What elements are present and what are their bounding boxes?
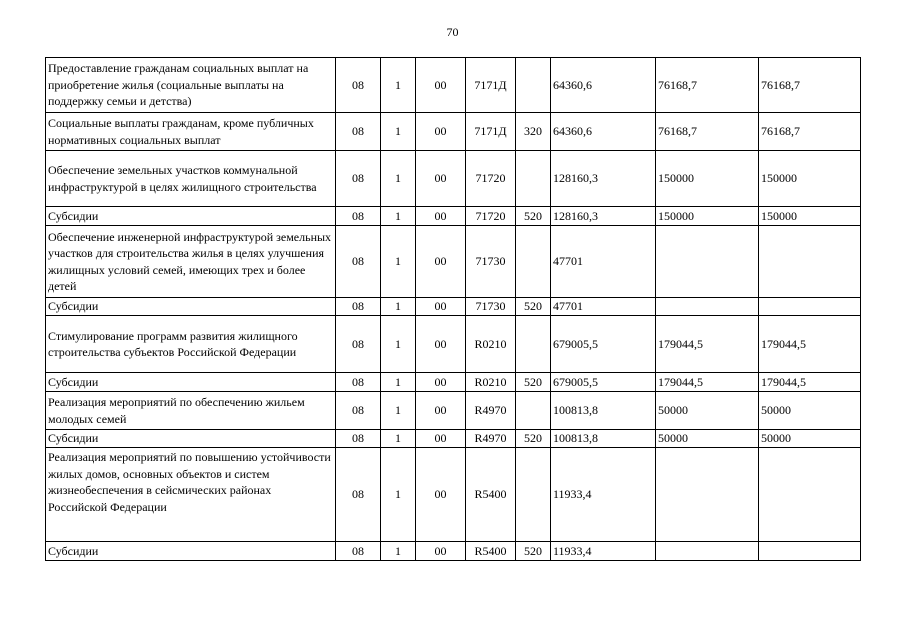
row-amount-1: 11933,4 — [551, 448, 656, 542]
table-row — [46, 113, 861, 151]
row-amount-2 — [656, 448, 759, 542]
row-amount-1: 47701 — [551, 226, 656, 298]
row-expense-type — [516, 392, 551, 430]
row-amount-1: 64360,6 — [551, 113, 656, 151]
row-expense-type — [516, 58, 551, 113]
table-row — [46, 207, 861, 226]
row-target: R5400 — [466, 542, 516, 561]
row-target: R0210 — [466, 373, 516, 392]
table-row — [46, 226, 861, 298]
row-subsection: 1 — [381, 542, 416, 561]
row-amount-2: 150000 — [656, 151, 759, 207]
row-section: 08 — [336, 58, 381, 113]
row-amount-2: 50000 — [656, 430, 759, 448]
row-expense-type: 520 — [516, 430, 551, 448]
row-description: Обеспечение земельных участков коммунальной инфраструктурой в целях жилищного строительства — [46, 151, 336, 207]
row-subsection: 1 — [381, 113, 416, 151]
row-amount-1: 47701 — [551, 298, 656, 316]
table-row — [46, 298, 861, 316]
row-amount-3: 179044,5 — [759, 373, 861, 392]
row-description: Предоставление гражданам социальных выплат на приобретение жилья (социальные выплаты на поддержку семьи и детства) — [46, 58, 336, 113]
row-amount-2 — [656, 542, 759, 561]
row-program: 00 — [416, 542, 466, 561]
row-target: 71720 — [466, 207, 516, 226]
row-amount-1: 100813,8 — [551, 430, 656, 448]
row-amount-3: 150000 — [759, 207, 861, 226]
row-description: Субсидии — [46, 298, 336, 316]
table-row — [46, 448, 861, 542]
row-amount-3: 150000 — [759, 151, 861, 207]
row-description: Субсидии — [46, 207, 336, 226]
row-program: 00 — [416, 316, 466, 373]
row-target: R4970 — [466, 430, 516, 448]
row-expense-type — [516, 448, 551, 542]
table-row — [46, 392, 861, 430]
row-section: 08 — [336, 542, 381, 561]
row-section: 08 — [336, 392, 381, 430]
row-amount-2: 150000 — [656, 207, 759, 226]
budget-table — [45, 57, 861, 561]
page-number: 70 — [446, 25, 459, 39]
row-amount-1: 128160,3 — [551, 151, 656, 207]
row-description: Реализация мероприятий по повышению устойчивости жилых домов, основных объектов и систем жизнеобеспечения в сейсмических районах Российской Федерации — [46, 448, 336, 542]
row-program: 00 — [416, 448, 466, 542]
row-section: 08 — [336, 373, 381, 392]
row-expense-type: 320 — [516, 113, 551, 151]
row-section: 08 — [336, 207, 381, 226]
row-expense-type: 520 — [516, 542, 551, 561]
row-expense-type: 520 — [516, 298, 551, 316]
row-subsection: 1 — [381, 448, 416, 542]
row-amount-3 — [759, 226, 861, 298]
row-description: Субсидии — [46, 430, 336, 448]
table-row — [46, 58, 861, 113]
row-amount-3: 76168,7 — [759, 113, 861, 151]
row-subsection: 1 — [381, 207, 416, 226]
row-section: 08 — [336, 151, 381, 207]
row-program: 00 — [416, 151, 466, 207]
row-amount-1: 64360,6 — [551, 58, 656, 113]
row-amount-2: 50000 — [656, 392, 759, 430]
row-amount-2 — [656, 298, 759, 316]
row-amount-3: 76168,7 — [759, 58, 861, 113]
row-description: Субсидии — [46, 542, 336, 561]
row-amount-3 — [759, 448, 861, 542]
row-amount-1: 679005,5 — [551, 316, 656, 373]
row-subsection: 1 — [381, 58, 416, 113]
row-amount-1: 11933,4 — [551, 542, 656, 561]
row-amount-3 — [759, 298, 861, 316]
row-program: 00 — [416, 373, 466, 392]
row-target: 71730 — [466, 226, 516, 298]
row-program: 00 — [416, 207, 466, 226]
row-amount-1: 128160,3 — [551, 207, 656, 226]
table-row — [46, 542, 861, 561]
row-program: 00 — [416, 298, 466, 316]
row-subsection: 1 — [381, 226, 416, 298]
row-amount-1: 679005,5 — [551, 373, 656, 392]
row-description: Субсидии — [46, 373, 336, 392]
row-amount-2 — [656, 226, 759, 298]
row-program: 00 — [416, 113, 466, 151]
row-target: R4970 — [466, 392, 516, 430]
row-amount-3: 179044,5 — [759, 316, 861, 373]
row-target: 71730 — [466, 298, 516, 316]
row-description: Стимулирование программ развития жилищного строительства субъектов Российской Федерации — [46, 316, 336, 373]
row-section: 08 — [336, 298, 381, 316]
row-amount-3: 50000 — [759, 392, 861, 430]
row-section: 08 — [336, 448, 381, 542]
row-amount-2: 179044,5 — [656, 316, 759, 373]
row-target: 71720 — [466, 151, 516, 207]
row-expense-type: 520 — [516, 207, 551, 226]
row-subsection: 1 — [381, 373, 416, 392]
row-target: 7171Д — [466, 58, 516, 113]
row-description: Обеспечение инженерной инфраструктурой земельных участков для строительства жилья в целях улучшения жилищных условий семей, имеющих трех и более детей — [46, 226, 336, 298]
row-expense-type — [516, 226, 551, 298]
table-row — [46, 430, 861, 448]
row-amount-2: 179044,5 — [656, 373, 759, 392]
row-amount-3: 50000 — [759, 430, 861, 448]
table-row — [46, 151, 861, 207]
row-subsection: 1 — [381, 151, 416, 207]
row-description: Социальные выплаты гражданам, кроме публичных нормативных социальных выплат — [46, 113, 336, 151]
row-target: R5400 — [466, 448, 516, 542]
row-section: 08 — [336, 113, 381, 151]
row-expense-type — [516, 316, 551, 373]
row-subsection: 1 — [381, 430, 416, 448]
row-description: Реализация мероприятий по обеспечению жильем молодых семей — [46, 392, 336, 430]
row-target: R0210 — [466, 316, 516, 373]
row-expense-type — [516, 151, 551, 207]
row-target: 7171Д — [466, 113, 516, 151]
table-row — [46, 316, 861, 373]
row-program: 00 — [416, 58, 466, 113]
row-subsection: 1 — [381, 316, 416, 373]
row-expense-type: 520 — [516, 373, 551, 392]
row-subsection: 1 — [381, 298, 416, 316]
row-amount-3 — [759, 542, 861, 561]
row-section: 08 — [336, 430, 381, 448]
row-subsection: 1 — [381, 392, 416, 430]
row-section: 08 — [336, 316, 381, 373]
row-program: 00 — [416, 226, 466, 298]
row-program: 00 — [416, 392, 466, 430]
row-amount-2: 76168,7 — [656, 113, 759, 151]
row-section: 08 — [336, 226, 381, 298]
table-row — [46, 373, 861, 392]
row-program: 00 — [416, 430, 466, 448]
row-amount-1: 100813,8 — [551, 392, 656, 430]
row-amount-2: 76168,7 — [656, 58, 759, 113]
